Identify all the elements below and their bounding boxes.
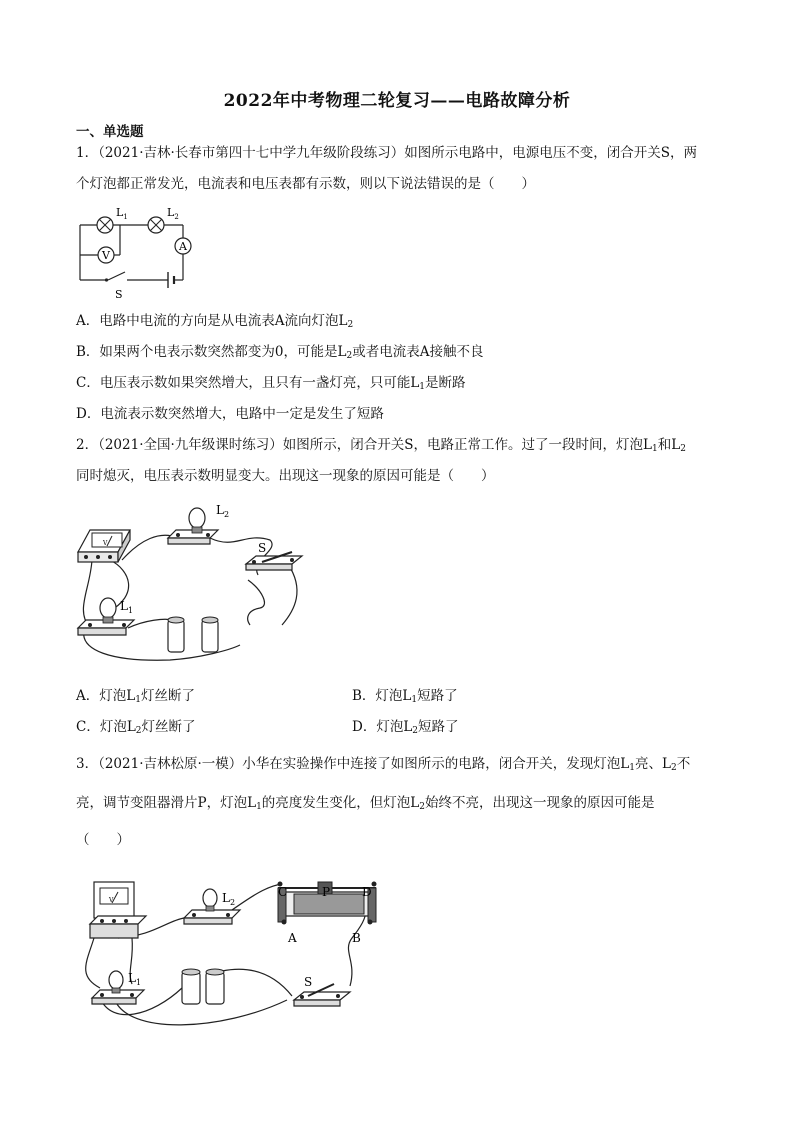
q3-label-s: S — [304, 975, 313, 989]
q3-stem-line1: 3．（2021·吉林松原·一模）小华在实验操作中连接了如图所示的电路，闭合开关，发现灯泡$L_1$亮、$L_2$不 — [76, 756, 691, 773]
q3-label-b: B — [352, 931, 361, 945]
q3-voltmeter-icon — [90, 882, 146, 938]
q1-option-d: D．电流表示数突然增大，电路中一定是发生了短路 — [76, 406, 384, 422]
q2-circuit-diagram — [70, 500, 310, 670]
q1-stem-line1: 1．（2021·吉林·长春市第四十七中学九年级阶段练习）如图所示电路中，电源电压不变，闭合开关S，两 — [76, 145, 698, 161]
q1-bulb-l2-icon — [148, 217, 164, 233]
q1-option-c: C．电压表示数如果突然增大，且只有一盏灯亮，只可能$L_1$是断路 — [76, 375, 466, 392]
q2-battery-icon — [168, 617, 218, 652]
q2-option-c: C．灯泡$L_2$灯丝断了 — [76, 719, 196, 736]
q3-battery-icon — [182, 969, 224, 1004]
q3-switch-icon — [294, 984, 350, 1006]
q1-label-l2: $L_2$ — [167, 206, 179, 221]
svg-text:V: V — [103, 540, 108, 547]
q1-ammeter-icon — [175, 238, 191, 254]
q2-voltmeter-icon — [78, 530, 130, 562]
q3-label-d: D — [362, 885, 372, 899]
q3-label-c: C — [278, 885, 288, 899]
q2-option-d: D．灯泡$L_2$短路了 — [352, 719, 459, 736]
q3-label-p: P — [322, 885, 331, 899]
q1-voltmeter-label: V — [102, 249, 110, 262]
q1-voltmeter-icon — [98, 247, 114, 263]
q2-option-a: A．灯泡$L_1$灯丝断了 — [76, 688, 195, 705]
q3-label-l2: $L_2$ — [222, 891, 236, 907]
q3-label-l1: $L_1$ — [128, 971, 142, 987]
svg-text:V: V — [109, 897, 114, 904]
q2-stem-line2: 同时熄灭，电压表示数明显变大。出现这一现象的原因可能是（ ） — [76, 468, 495, 484]
q3-label-a: A — [288, 931, 297, 945]
q1-switch-icon — [105, 278, 108, 281]
q1-bulb-l1-icon — [97, 217, 113, 233]
q1-label-l1: $L_1$ — [116, 206, 128, 221]
q1-stem-line2: 个灯泡都正常发光，电流表和电压表都有示数，则以下说法错误的是（ ） — [76, 176, 535, 192]
page-title: 2022年中考物理二轮复习——电路故障分析 — [223, 91, 571, 111]
q1-circuit-diagram — [70, 200, 210, 302]
q2-option-b: B．灯泡$L_1$短路了 — [352, 688, 458, 705]
q2-label-l2: $L_2$ — [216, 503, 230, 519]
q1-option-a: A．电路中电流的方向是从电流表A流向灯泡$L_2$ — [76, 313, 354, 330]
q2-switch-icon — [246, 552, 302, 570]
q3-stem-line2: 亮，调节变阻器滑片P，灯泡$L_1$的亮度发生变化，但灯泡$L_2$始终不亮，出现这一现象的原因可能是 — [76, 795, 655, 812]
q2-label-s: S — [258, 541, 267, 555]
q2-stem-line1: 2．（2021·全国·九年级课时练习）如图所示，闭合开关S，电路正常工作。过了一段时间，灯泡$L_1$和$L_2$ — [76, 437, 686, 454]
q2-label-l1: $L_1$ — [120, 599, 134, 615]
q3-circuit-diagram — [72, 876, 392, 1036]
section-heading: 一、单选题 — [76, 124, 144, 140]
q1-option-b: B．如果两个电表示数突然都变为0，可能是$L_2$或者电流表A接触不良 — [76, 344, 484, 361]
q1-ammeter-label: A — [179, 240, 187, 253]
q1-label-s: S — [115, 288, 123, 301]
q2-bulb-l2-icon — [168, 508, 218, 544]
q3-stem-line3: （ ） — [76, 832, 130, 848]
